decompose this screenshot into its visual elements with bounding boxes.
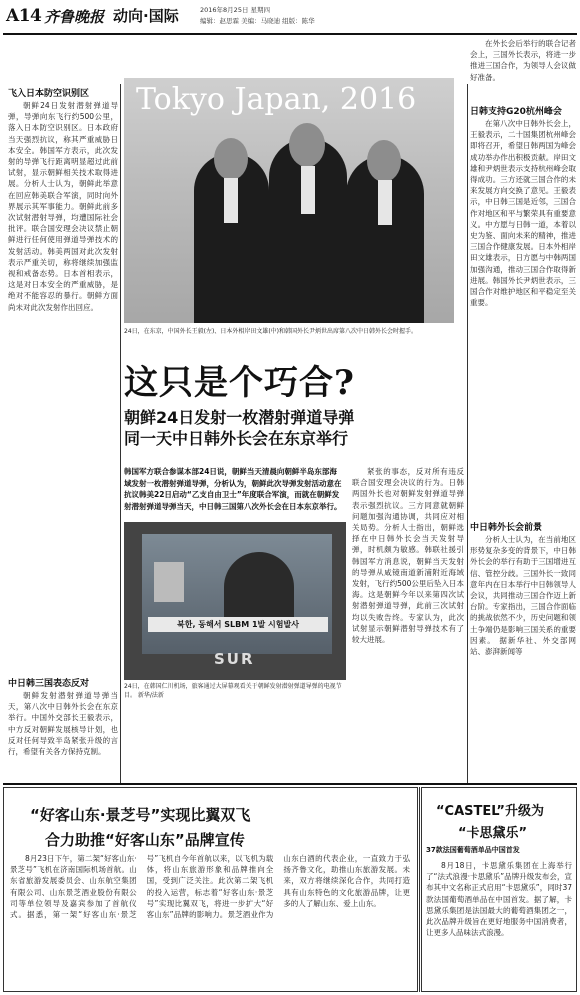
left-body-text-1: 朝鲜24日发射潜射弹道导弹，导弹向东飞行约500公里，落入日本防空识别区。日本政府当天强烈抗议，称其严重威胁日本安全。韩国军方表示，此次发射的导弹飞行距离明显超过此前试射，显示朝鲜相关技术取得进展。分析人士认为，朝鲜此举意在回应韩美联合军演，同时向外界展示其军事能力。朝鲜此前多次试射潜射导弹，均遭国际社会批评。联合国安理会决议禁止朝鲜进行任何使用弹道导弹技术的发射活动。韩美两国对此次发射表示严重关切，称将继续加强监视和戒备态势。日本首相表示，这是对日本安全的严重威胁，是绝对不能容忍的暴行。朝鲜方面尚未对此次发射作出回应。 xyxy=(8,101,118,312)
advert-right-title-1: “CASTEL”升级为 xyxy=(436,804,544,819)
advert-right-title-2: “卡思黛乐” xyxy=(458,826,528,841)
section-title: 动向·国际 xyxy=(113,7,179,25)
page-number: A14 xyxy=(6,6,42,26)
left-headline-2: 中日韩三国表态反对 xyxy=(8,679,90,689)
column-divider-right xyxy=(467,84,468,784)
right-headline-1: 日韩支持G20杭州峰会 xyxy=(470,107,562,117)
advert-right-subtitle: 37款法国葡萄酒单品中国首发 xyxy=(426,846,520,854)
right-body-text-1: 在第八次中日韩外长会上，王毅表示，二十国集团杭州峰会即将召开，希望日韩两国为峰会成功举办作出积极贡献。岸田文雄和尹炳世表示支持杭州峰会取得成功。三方还就三国合作的未来发展方向交换了意见。王毅表示，中日韩三国是近邻，三国合作对地区和平与繁荣具有重要意义。中方愿与日韩一道，本着以史为鉴、面向未来的精神，推进三国合作健康发展。日本外相岸田文雄表示，日方愿与中韩两国加强沟通，推动三国合作取得新进展。韩国外长尹炳世表示，三国合作对维护地区和平稳定至关重要。 xyxy=(470,119,576,308)
column-divider-left xyxy=(120,84,121,784)
newspaper-logo: 齐鲁晚报 xyxy=(44,8,105,26)
person-center-head xyxy=(289,123,325,167)
header-rule xyxy=(3,33,577,35)
main-subheadline-1: 朝鲜24日发射一枚潜射弹道导弹 xyxy=(124,408,355,427)
photo2-caption: 24日，在韩国仁川机场，旅客通过大屏幕观看关于朝鲜发射潜射弹道导弹的电视节目。 新华/法新 xyxy=(124,683,342,699)
tv-main-person xyxy=(224,552,294,622)
photo-tv-broadcast xyxy=(124,522,346,680)
left-headline-1: 飞入日本防空识别区 xyxy=(8,89,90,99)
tv-news-banner: 북한, 동해서 SLBM 1발 시험발사 xyxy=(148,617,328,632)
right-headline-2: 中日韩外长会前景 xyxy=(470,523,543,533)
editors-line: 编辑：赵思霖 美编：马晓迪 组版：陈华 xyxy=(200,17,315,25)
date-line: 2016年8月25日 星期四 xyxy=(200,6,271,14)
photo-foreign-ministers xyxy=(124,78,454,323)
tv-screen-text: SUR xyxy=(214,650,255,668)
advert-left-body: 8月23日下午，第二架“好客山东·景芝号”飞机在济南国际机场首航。山东省旅游发展委员会、山东航空集团有限公司、山东景芝酒业股份有限公司等单位领导及嘉宾参加了首航仪式。据悉，第一架“好客山东·景芝号”飞机自今年首航以来，以飞机为载体，将山东旅游形象和品牌推向全国，受到广泛关注。此次第二架飞机的投入运营，标志着“好客山东·景芝号”实现比翼双飞，将进一步扩大“好客山东”品牌的影响力。景芝酒业作为山东白酒的代表企业，一直致力于弘扬齐鲁文化，助推山东旅游发展。未来，双方将继续深化合作，共同打造具有山东特色的文化旅游品牌，让更多的人了解山东、爱上山东。 xyxy=(10,854,410,920)
advert-left-title-1: “好客山东·景芝号”实现比翼双飞 xyxy=(30,806,251,824)
bottom-divider xyxy=(3,783,577,785)
tv-inset-person xyxy=(154,562,184,602)
right-body-text-top: 在外长会后举行的联合记者会上，三国外长表示，将进一步推进三国合作，为领导人会议做好准备。 xyxy=(470,39,576,82)
person-left-head xyxy=(214,138,248,180)
advert-left-title-2: 合力助推“好客山东”品牌宣传 xyxy=(45,831,245,849)
right-body-text-2: 分析人士认为，在当前地区形势复杂多变的背景下，中日韩外长会的举行有助于三国增进互信、管控分歧。三国外长一致同意年内在日本举行中日韩领导人会议，共同推动三国合作迈上新台阶。专家指出，三国合作面临的挑战依然不少，历史问题和领土争端仍是影响三国关系的重要因素。 据新华社、外交部网站、澎湃新闻等 xyxy=(470,535,576,657)
main-headline: 这只是个巧合? xyxy=(124,363,355,403)
main-subheadline-2: 同一天中日韩外长会在东京举行 xyxy=(124,429,349,448)
left-body-text-2: 朝鲜发射潜射弹道导弹当天，第八次中日韩外长会在东京举行。中国外交部长王毅表示，中方反对朝鲜发展核导计划，也反对任何导致半岛紧张升级的言行，希望有关各方保持克制。 xyxy=(8,691,118,757)
person-right-head xyxy=(367,140,401,182)
advert-right-body: 8月18日，卡思黛乐集团在上海举行了“法式浪漫·卡思黛乐”品牌升级发布会，宣布其中文名称正式启用“卡思黛乐”，同时37款法国葡萄酒单品在中国首发。据了解，卡思黛乐集团是法国最大的葡萄酒集团之一，此次品牌升级旨在更好地服务中国消费者，让更多人品味法式浪漫。 xyxy=(426,861,572,938)
lead-paragraph: 韩国军方联合参谋本部24日说，朝鲜当天清晨向朝鲜半岛东部海域发射一枚潜射弹道导弹，分析认为，朝鲜此次导弹发射活动意在抗议韩美22日启动“乙支自由卫士”年度联合军演，而就在朝鲜发射潜射弹道导弹当天，中日韩三国第八次外长会在日本东京举行。 xyxy=(124,467,342,511)
center-body-text: 紧张的事态，反对所有违反联合国安理会决议的行为。日韩两国外长也对朝鲜发射弹道导弹表示强烈抗议。三方同意就朝鲜问题加强沟通协调，共同应对相关局势。分析人士指出，朝鲜选择在中日韩外长会当天发射导弹，时机颇为敏感。韩联社援引韩国军方消息说，朝鲜当天发射的导弹从咸镜南道新浦附近海域发射，飞行约500公里后坠入日本海。这是朝鲜今年以来第四次试射潜射弹道导弹，此前三次试射均以失败告终。专家认为，此次试射显示朝鲜潜射导弹技术有了较大进展。 xyxy=(352,467,464,645)
photo-backdrop-title: Tokyo Japan, 2016 xyxy=(136,82,417,117)
photo1-caption: 24日，在东京，中国外长王毅(左)、日本外相岸田文雄(中)和韩国外长尹炳世出席第八次中日韩外长会时握手。 xyxy=(124,328,418,335)
